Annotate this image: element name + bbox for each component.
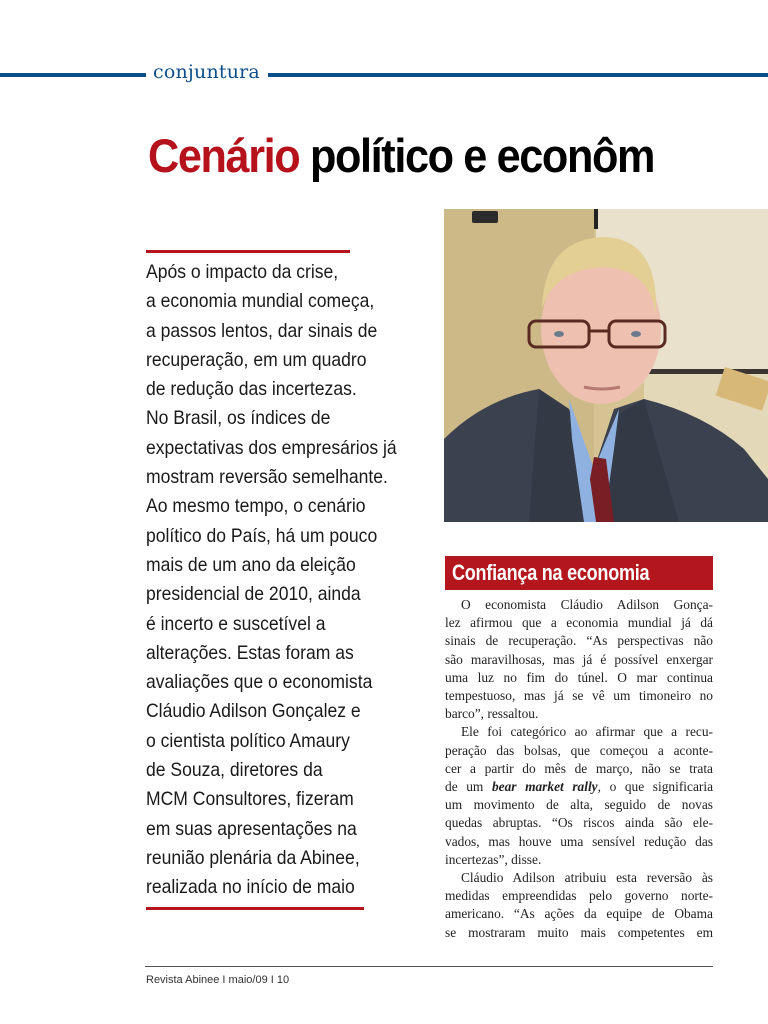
headline-accent: Cenário <box>148 129 300 182</box>
subhead-banner <box>445 556 713 590</box>
body-line: sinais de recuperação. “As perspectivas não <box>445 633 713 649</box>
section-label: conjuntura <box>153 61 260 83</box>
body-line: peração das bolsas, que começou a aconte- <box>445 742 713 758</box>
body-line: americano. “As ações da equipe de Obama <box>445 906 713 922</box>
lead-line: alterações. Estas foram as <box>146 641 354 664</box>
body-text: de um <box>445 779 492 795</box>
lead-line: mostram reversão semelhante. <box>146 466 388 489</box>
lead-line: político do País, há um pouco <box>146 524 378 547</box>
body-line: Ele foi categórico ao afirmar que a recu- <box>461 724 713 740</box>
lead-rule-bottom <box>146 907 364 910</box>
section-header <box>0 62 768 88</box>
page-footer: Revista Abinee I maio/09 I 10 <box>146 974 290 986</box>
body-line: tempestuoso, mas já se vê um timoneiro no <box>445 688 713 704</box>
lead-line: é incerto e suscetível a <box>146 612 326 635</box>
body-line: O economista Cláudio Adilson Gonça- <box>461 597 713 612</box>
lead-line: em suas apresentações na <box>146 817 357 840</box>
lead-line: a passos lentos, dar sinais de <box>146 319 378 342</box>
body-line: vados, mas houve uma sensível redução das <box>445 833 713 849</box>
lead-line: de Souza, diretores da <box>146 759 323 782</box>
body-line: uma luz no fim do túnel. O mar continua <box>445 669 713 685</box>
lead-line: MCM Consultores, fizeram <box>146 788 354 811</box>
lead-line: presidencial de 2010, ainda <box>146 583 361 606</box>
lead-line: No Brasil, os índices de <box>146 407 331 430</box>
body-line: Cláudio Adilson atribuiu esta reversão às <box>461 870 713 886</box>
body-line: medidas empreendidas pelo governo norte- <box>445 888 713 904</box>
portrait-illustration <box>444 209 768 522</box>
lead-line: mais de um ano da eleição <box>146 553 356 576</box>
lead-line: recuperação, em um quadro <box>146 348 367 371</box>
headline <box>148 128 654 183</box>
lead-line: de redução das incertezas. <box>146 378 357 401</box>
lead-line: a economia mundial começa, <box>146 290 375 313</box>
body-text: , o que significaria <box>597 779 714 795</box>
lead-line: realizada no início de maio <box>146 876 355 899</box>
body-line: barco”, ressaltou. <box>445 706 539 722</box>
lead-line: reunião plenária da Abinee, <box>146 846 360 869</box>
subhead-title: Confiança na economia <box>452 560 650 585</box>
lead-line: Ao mesmo tempo, o cenário <box>146 495 366 518</box>
lead-rule-top <box>146 250 350 253</box>
body-line: se mostraram muito mais competentes em <box>445 924 713 940</box>
lead-line: expectativas dos empresários já <box>146 436 397 459</box>
body-column <box>445 596 713 942</box>
lead-line: avaliações que o economista <box>146 671 373 694</box>
lead-paragraph <box>146 258 436 903</box>
lead-line: Cláudio Adilson Gonçalez e <box>146 700 361 723</box>
body-line: cer a partir do mês de março, não se trata <box>445 760 713 776</box>
emphasis-term: bear market rally <box>491 779 598 795</box>
lead-line: o cientista político Amaury <box>146 729 350 752</box>
body-line: são maravilhosas, mas já é possível enxergar <box>445 651 713 667</box>
portrait-photo <box>444 209 768 522</box>
section-rule-left <box>0 73 146 77</box>
section-rule-right <box>268 73 768 77</box>
body-line: lez afirmou que a economia mundial já dá <box>445 615 713 631</box>
body-line: incertezas”, disse. <box>445 851 542 867</box>
body-line: quedas abruptas. “Os riscos ainda são ele- <box>445 815 713 831</box>
body-line <box>445 778 713 796</box>
body-line: um movimento de alta, seguido de novas <box>445 797 713 813</box>
lead-line: Após o impacto da crise, <box>146 261 339 283</box>
headline-rest: político e econôm <box>299 129 655 182</box>
footer-rule <box>145 966 713 967</box>
